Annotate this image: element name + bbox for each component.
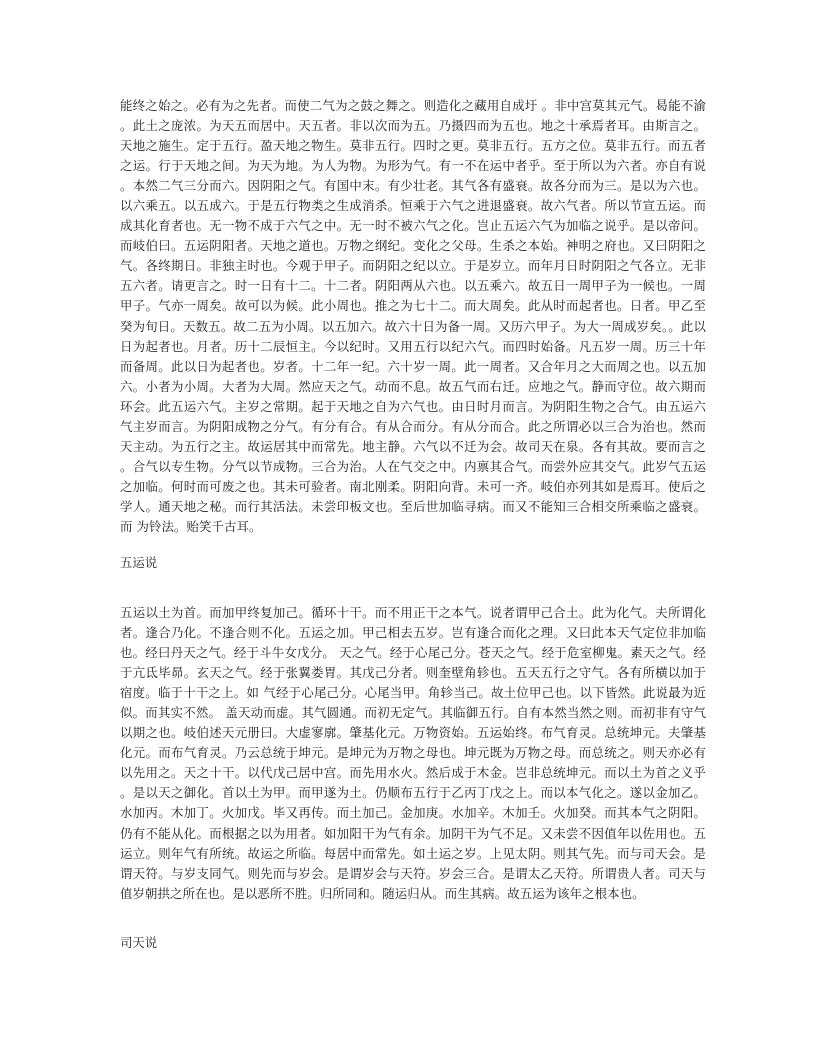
section-heading-sitian: 司天说 xyxy=(120,935,158,950)
section-heading-wuyun: 五运说 xyxy=(120,555,158,570)
body-paragraph: 能终之始之。必有为之先者。而使二气为之鼓之舞之。则造化之藏用自成圩 。非中宫莫其元气。曷能不渝。此土之庞浓。为天五而居中。天五者。非以次而为五。乃摄四而为五也。地之十承焉者耳。由斯言之。天地之施生。定于五行。盈天地之物生。莫非五行。四时之更。莫非五行。五方之位。莫非五行。而五者之运。行于天地之间。为天为地。为人为物。为形为气。有一不在运中者乎。至于所以为六者。亦自有说。本然二气三分而六。因阴阳之气。有国中末。有少壮老。其气各有盛衰。故各分而为三。是以为六也。以六乘五。以五成六。于是五行物类之生成消杀。恒乘于六气之进退盛衰。故六气者。所以节宣五运。而成其化育者也。无一物不成于六气之中。无一时不被六气之化。岂止五运六气为加临之说乎。是以帝问。而岐伯曰。五运阴阳者。天地之道也。万物之纲纪。变化之父母。生杀之本始。神明之府也。又曰阴阳之气。各终期日。非独主时也。今观于甲子。而阴阳之纪以立。于是岁立。而年月日时阴阳之气各立。无非五六者。请更言之。时一日有十二。十二者。阴阳两从六也。以五乘六。故五日一周甲子为一候也。一周甲子。气亦一周矣。故可以为候。此小周也。推之为七十二。而大周矣。此从时而起者也。日者。甲乙至癸为旬日。天数五。故二五为小周。以五加六。故六十日为备一周。又历六甲子。为大一周成岁矣。。此以日为起者也。月者。历十二辰恒主。今以纪时。又用五行以纪六气。而四时始备。凡五岁一周。历三十年而备周。此以日为起者也。岁者。十二年一纪。六十岁一周。此一周者。又合年月之大而周之也。以五加六。小者为小周。大者为大周。然应天之气。动而不息。故五气而右迁。应地之气。静而守位。故六期而环会。此五运六气。主岁之常期。起于天地之自为六气也。由日时月而言。为阴阳生物之合气。由五运六气主岁而言。为阴阳成物之分气。有分有合。有从合而分。有从分而合。此之所谓必以三合为治也。然而天主动。为五行之主。故运居其中而常先。地主静。六气以不迁为会。故司天在泉。各有其故。要而言之。合气以专生物。分气以节成物。三合为治。人在气交之中。内禀其合气。而尝外应其交气。此岁气五运之加临。何时而可废之也。其未可验者。南北刚柔。阴阳向背。未可一齐。岐伯亦列其如是焉耳。使后之学人。通天地之秘。而行其活法。未尝印板文也。至后世加临寻病。而又不能知三合相交所乘临之盛衰。而 为铃法。贻笑千古耳。 xyxy=(120,98,706,534)
body-paragraph: 五运以土为首。而加甲终复加己。循环十干。而不用正干之本气。说者谓甲己合土。此为化气。夫所谓化者。逢合乃化。不逢合则不化。五运之加。甲己相去五岁。岂有逢合而化之理。又曰此本天气定位非加临也。经曰丹天之气。经于斗牛女戊分。 天之气。经于心尾己分。苍天之气。经于危室柳鬼。素天之气。经于亢氐毕昴。玄天之气。经于张翼娄胃。其戊己分者。则奎壁角轸也。五天五行之守气。各有所横以加于宿度。临于十干之上。如 气经于心尾己分。心尾当甲。角轸当己。故土位甲己也。以下皆然。此说最为近似。而其实不然。 盖天动而虚。其气圆通。而初无定气。其临御五行。自有本然当然之则。而初非有守气以期之也。岐伯述天元册曰。大虚寥廓。肇基化元。万物资始。五运始终。布气育灵。总统坤元。夫肇基化元。而布气育灵。乃云总统于坤元。是坤元为万物之母也。坤元既为万物之母。而总统之。则天亦必有以先用之。天之十干。以代戊己居中宫。而先用水火。然后成于木金。岂非总统坤元。而以土为首之义乎。是以天之御化。首以土为甲。而甲遂为土。仍顺布五行于乙丙丁戊之上。而以本气化之。遂以金加乙。水加丙。木加丁。火加戊。毕又再传。而土加己。金加庚。水加辛。木加壬。火加癸。而其本气之阴阳。仍有不能从化。而根据之以为用者。如加阳干为气有余。加阴干为气不足。又未尝不因值年以佐用也。五运立。则年气有所统。故运之所临。每居中而常先。如土运之岁。上见太阴。则其气先。而与司天会。是谓天符。与岁支同气。则先而与岁会。是谓岁会与天符。岁会三合。是谓太乙天符。所谓贵人者。司天与值岁朝拱之所在也。是以恶所不胜。归所同和。随运归从。而生其病。故五运为该年之根本也。 xyxy=(120,605,706,901)
